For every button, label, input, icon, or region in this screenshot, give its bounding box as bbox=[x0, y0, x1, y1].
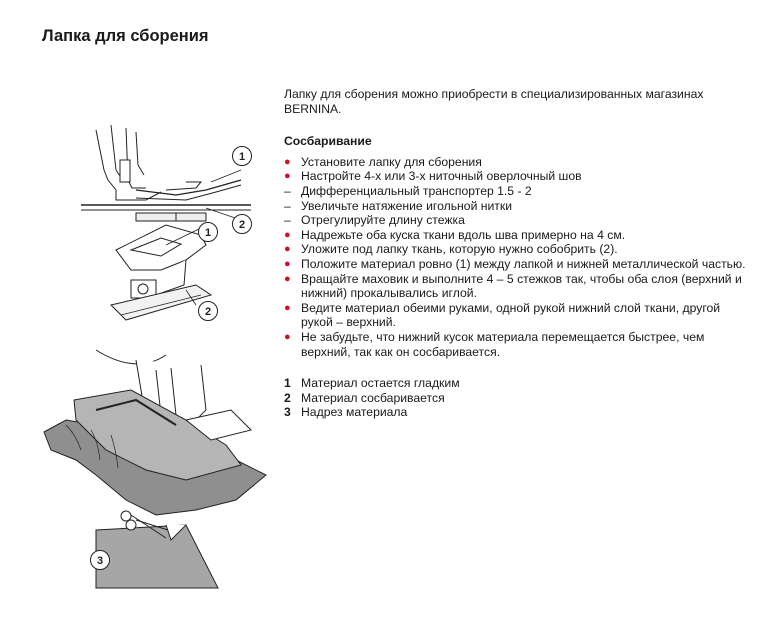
step-item bbox=[284, 155, 754, 170]
gathering-foot-illustrations bbox=[36, 120, 276, 590]
legend-text: Материал остается гладким bbox=[301, 376, 460, 390]
bullet-marker: ● bbox=[284, 330, 291, 343]
callout-number: 2 bbox=[238, 219, 246, 231]
dash-marker: – bbox=[284, 183, 291, 198]
step-item bbox=[284, 228, 754, 243]
callout-number: 1 bbox=[238, 151, 246, 163]
dash-marker: – bbox=[284, 213, 291, 228]
step-text: Положите материал ровно (1) между лапкой и нижней металлической частью. bbox=[301, 256, 746, 271]
step-text: Дифференциальный транспортер 1.5 - 2 bbox=[301, 183, 532, 198]
bullet-marker: ● bbox=[284, 228, 291, 241]
step-item bbox=[284, 184, 754, 199]
dash-marker: – bbox=[284, 198, 291, 213]
bullet-marker: ● bbox=[284, 243, 291, 256]
legend-item bbox=[284, 376, 460, 391]
page-title: Лапка для сборения bbox=[42, 27, 209, 45]
step-text: Надрежьте оба куска ткани вдоль шва примерно на 4 см. bbox=[301, 227, 626, 242]
illustration-fabric bbox=[44, 350, 266, 515]
callout-number: 2 bbox=[204, 306, 212, 318]
step-text: Уложите под лапку ткань, которую нужно собобрить (2). bbox=[301, 242, 618, 257]
step-text: Не забудьте, что нижний кусок материала перемещается быстрее, чем верхний, так как он сосбаривается. bbox=[301, 329, 705, 359]
scissors-icon bbox=[121, 511, 136, 530]
legend-text: Надрез материала bbox=[301, 405, 408, 420]
step-item bbox=[284, 330, 754, 359]
legend-list bbox=[284, 376, 460, 420]
bullet-marker: ● bbox=[284, 257, 291, 270]
callout-number: 1 bbox=[204, 227, 212, 239]
bullet-marker: ● bbox=[284, 272, 291, 285]
step-text: Установите лапку для сборения bbox=[301, 154, 482, 169]
step-text: Увеличьте натяжение игольной нитки bbox=[301, 198, 513, 213]
callout-1-top bbox=[233, 147, 252, 166]
legend-number: 2 bbox=[284, 390, 291, 405]
step-item bbox=[284, 199, 754, 214]
bullet-marker: ● bbox=[284, 301, 291, 314]
legend-item bbox=[284, 405, 460, 420]
step-text: Ведите материал обеими руками, одной рукой нижний слой ткани, другой рукой – верхний. bbox=[301, 300, 721, 330]
callout-number: 3 bbox=[96, 555, 104, 567]
step-text: Настройте 4-х или 3-х ниточный оверлочный шов bbox=[301, 169, 582, 184]
bullet-marker: ● bbox=[284, 170, 291, 183]
legend-number: 1 bbox=[284, 376, 291, 390]
legend-item bbox=[284, 391, 460, 406]
step-item bbox=[284, 213, 754, 228]
step-item bbox=[284, 301, 754, 330]
step-text: Вращайте маховик и выполните 4 – 5 стежков так, чтобы оба слоя (верхний и нижний) прокалывались иглой. bbox=[301, 271, 742, 301]
instructions-column bbox=[284, 87, 754, 359]
step-text: Отрегулируйте длину стежка bbox=[301, 213, 465, 228]
legend-number: 3 bbox=[284, 405, 291, 420]
step-item bbox=[284, 272, 754, 301]
illustration-foot bbox=[111, 225, 211, 320]
intro-text: Лапку для сборения можно приобрести в специализированных магазинах BERNINA. bbox=[284, 87, 704, 116]
callout-2-middle bbox=[199, 302, 218, 321]
bullet-marker: ● bbox=[284, 155, 291, 168]
illustration-cut bbox=[96, 515, 218, 588]
callout-3 bbox=[91, 551, 110, 570]
step-item bbox=[284, 257, 754, 272]
steps-list bbox=[284, 155, 754, 359]
legend-text: Материал сосбаривается bbox=[301, 390, 445, 405]
illustration-side-view bbox=[81, 125, 251, 221]
step-item bbox=[284, 242, 754, 257]
section-heading: Сосбаривание bbox=[284, 134, 372, 149]
callout-2-top bbox=[233, 215, 252, 234]
callout-1-middle bbox=[199, 223, 218, 242]
step-item bbox=[284, 169, 754, 184]
